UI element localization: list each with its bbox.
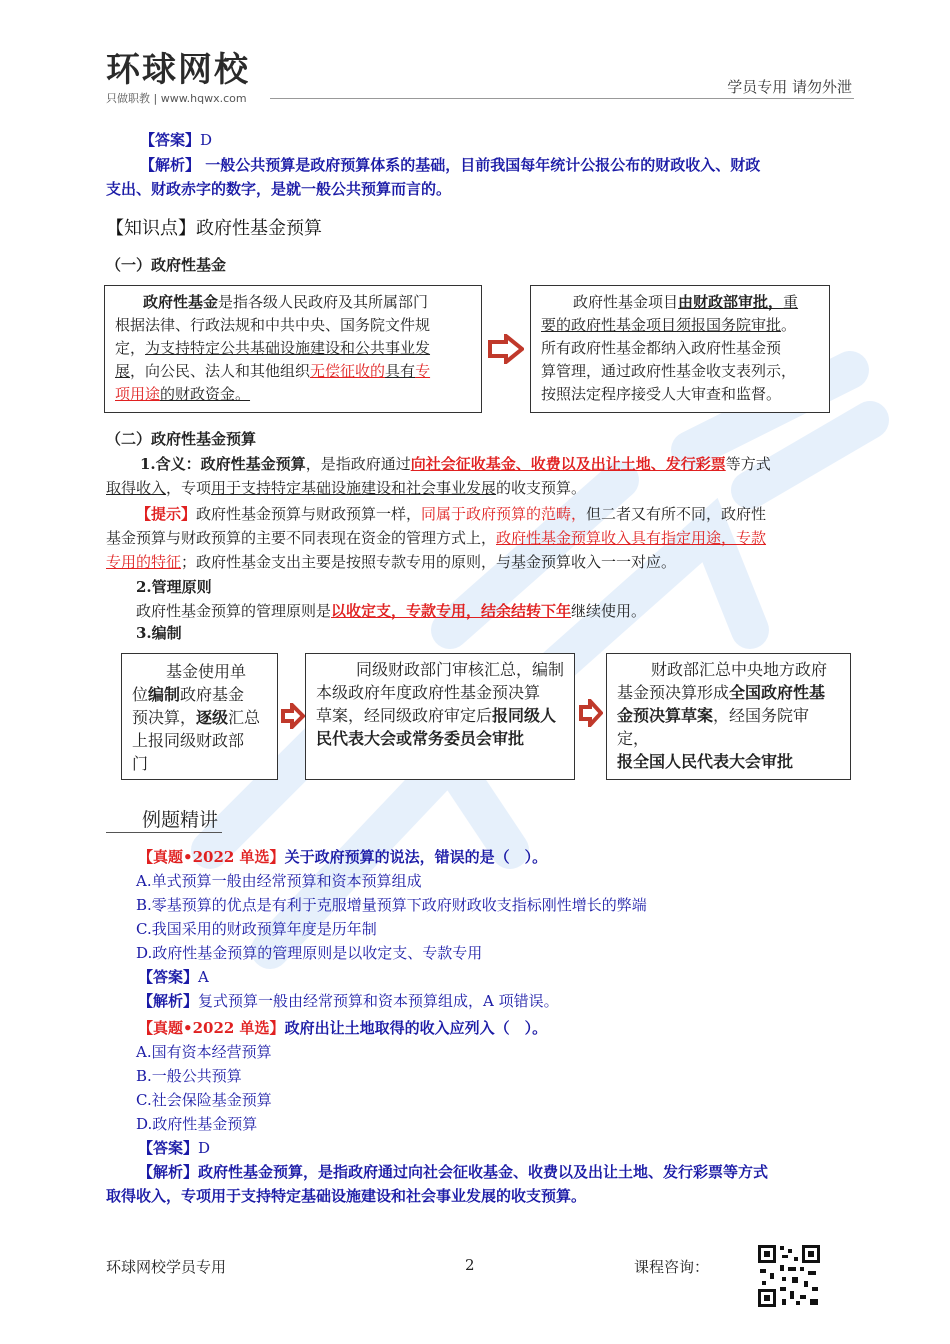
- qr-code-icon[interactable]: [756, 1243, 822, 1309]
- arrow-icon: [281, 703, 305, 729]
- item1-definition: 1.含义：政府性基金预算，是指政府通过向社会征收基金、收费以及出让土地、发行彩票等方式 取得收入，专项用于支持特定基础设施建设和社会事业发展的收支预算。: [106, 455, 771, 497]
- arrow-icon: [488, 334, 524, 364]
- section1-title: （一）政府性基金: [106, 256, 227, 274]
- header-divider: [270, 98, 854, 99]
- flow-step-3: 财政部汇总中央地方政府 基金预决算形成全国政府性基 金预决算草案，经国务院审定， 报全国人民代表大会审批: [606, 653, 851, 780]
- header-logo: [106, 52, 250, 106]
- flow-step-1: 基金使用单 位编制政府基金 预决算，逐级汇总 上报同级财政部 门: [121, 653, 278, 780]
- arrow-icon: [579, 699, 603, 727]
- flow-step-2: 同级财政部门审核汇总，编制 本级政府年度政府性基金预决算 草案，经同级政府审定后报同级人 民代表大会或常务委员会审批: [305, 653, 575, 780]
- question-2: 【真题•2022 单选】政府出让土地取得的收入应列入（ ）。 A.国有资本经营预算 B.一般公共预算 C.社会保险基金预算 D.政府性基金预算 【答案】D 【解析】政府性基金预算，是指政府通过向社会征收基金、收费以及出让土地、发行彩票等方式 取得收入，专项用于支持特定基础设施建设和社会事业发展的收支预算。: [106, 1019, 769, 1205]
- tip-paragraph: 【提示】政府性基金预算与财政预算一样，同属于政府预算的范畴，但二者又有所不同，政府性 基金预算与财政预算的主要不同表现在资金的管理方式上，政府性基金预算收入具有指定用途，专款 专用的特征；政府性基金支出主要是按照专款专用的原则，与基金预算收入一一对应。: [106, 505, 767, 571]
- item2-principle: 2.管理原则 政府性基金预算的管理原则是以收定支，专款专用，结余结转下年继续使用。: [136, 578, 647, 620]
- footer-left: 环球网校学员专用: [106, 1258, 227, 1276]
- page-number: 2: [465, 1256, 475, 1274]
- header-note: 学员专用 请勿外泄: [727, 78, 852, 96]
- knowledge-title: 【知识点】政府性基金预算: [106, 218, 322, 239]
- section2-title: （二）政府性基金预算: [106, 430, 257, 448]
- logo-subtitle: 只做职教 | www.hqwx.com: [106, 92, 247, 105]
- prev-analysis: 【解析】 一般公共预算是政府预算体系的基础，目前我国每年统计公报公布的财政收入、财政 支出、财政赤字的数字，是就一般公共预算而言的。: [106, 156, 761, 198]
- question-1: 【真题•2022 单选】关于政府预算的说法，错误的是（ ）。 A.单式预算一般由经常预算和资本预算组成 B.零基预算的优点是有利于克服增量预算下政府财政收支指标刚性增长的弊端 C.我国采用的财政预算年度是历年制 D.政府性基金预算的管理原则是以收定支、专款专用 【答案】A 【解析】复式预算一般由经常预算和资本预算组成，A 项错误。: [136, 848, 647, 1010]
- logo-text: 环球网校: [106, 50, 250, 90]
- fund-approval-box: 政府性基金项目由财政部审批，重 要的政府性基金项目须报国务院审批。 所有政府性基金都纳入政府性基金预 算管理，通过政府性基金收支表列示， 按照法定程序接受人大审查和监督。: [530, 285, 830, 413]
- footer-consult: 课程咨询：: [634, 1258, 710, 1276]
- examples-title-underline: [106, 832, 222, 833]
- item3-label: 3.编制: [136, 624, 182, 642]
- examples-title: 例题精讲: [142, 809, 219, 831]
- prev-answer: 【答案】D: [140, 131, 213, 149]
- fund-definition-box: 政府性基金是指各级人民政府及其所属部门 根据法律、行政法规和中共中央、国务院文件规 定，为支持特定公共基础设施建设和公共事业发 展，向公民、法人和其他组织无偿征收的具有专 项用途的财政资金。: [104, 285, 482, 413]
